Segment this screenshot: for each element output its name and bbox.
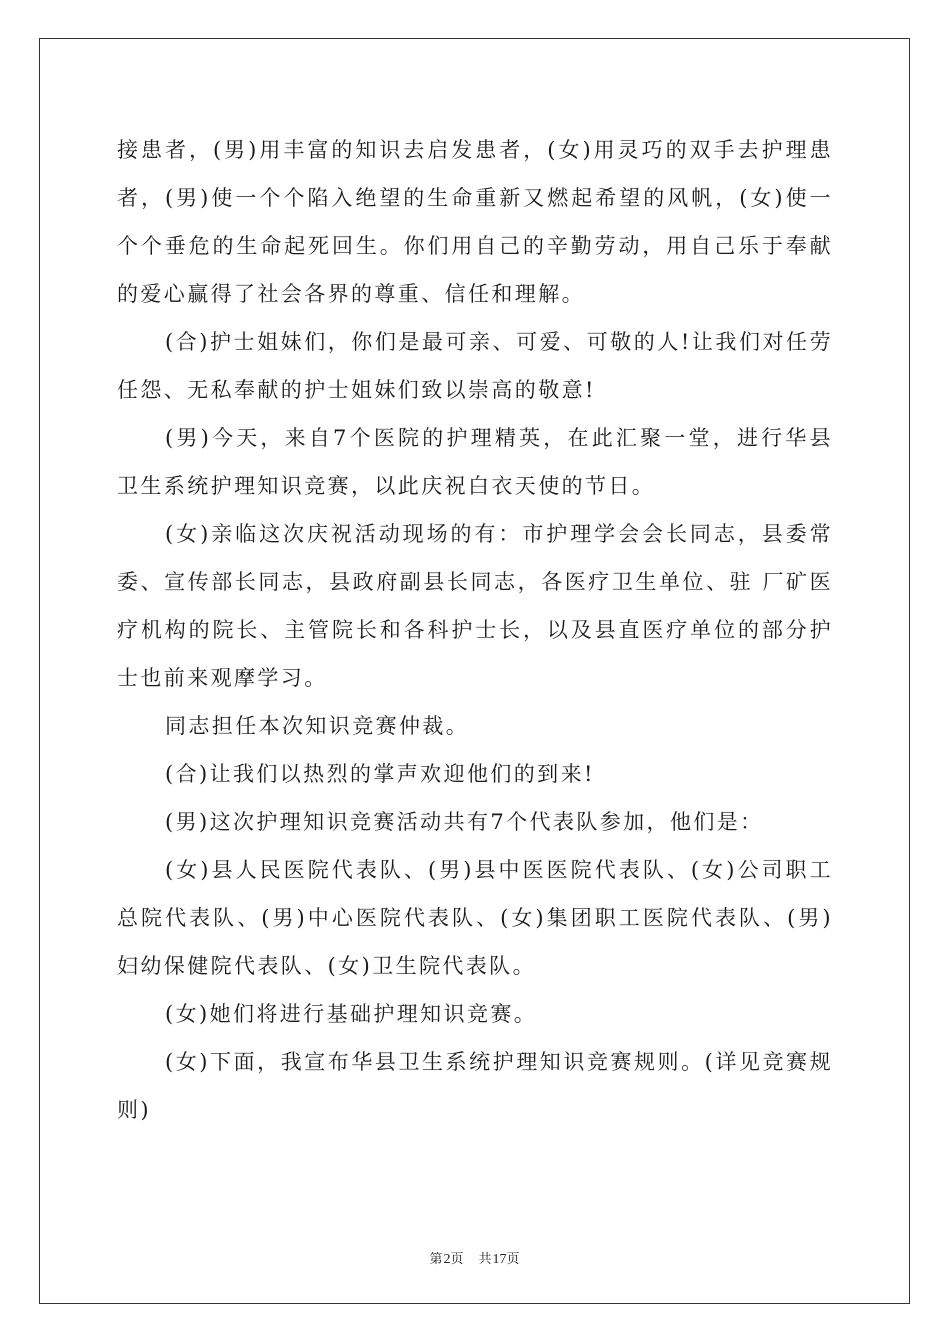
document-body	[117, 126, 833, 1134]
paragraph: (女)县人民医院代表队、(男)县中医医院代表队、(女)公司职工总院代表队、(男)中心医院代表队、(女)集团职工医院代表队、(男)妇幼保健院代表队、(女)卫生院代表队。	[117, 858, 833, 978]
paragraph: (合)护士姐妹们，你们是最可亲、可爱、可敬的人!让我们对任劳任怨、无私奉献的护士姐妹们致以崇高的敬意!	[117, 330, 833, 402]
paragraph: 同志担任本次知识竞赛仲裁。	[165, 714, 470, 738]
paragraph: (男)今天，来自7个医院的护理精英，在此汇聚一堂，进行华县卫生系统护理知识竞赛，以此庆祝白衣天使的节日。	[117, 426, 833, 498]
paragraph: 接患者，(男)用丰富的知识去启发患者，(女)用灵巧的双手去护理患者，(男)使一个个陷入绝望的生命重新又燃起希望的风帆，(女)使一个个垂危的生命起死回生。你们用自己的辛勤劳动，用自己乐于奉献的爱心赢得了社会各界的尊重、信任和理解。	[117, 138, 833, 306]
footer-page-suffix: 页	[450, 1252, 465, 1267]
current-page-number: 2	[443, 1252, 451, 1267]
footer-total-prefix: 共	[478, 1252, 493, 1267]
footer-prefix: 第	[429, 1252, 444, 1267]
page-footer	[0, 1248, 950, 1268]
total-page-count: 17	[492, 1252, 507, 1267]
paragraph: (女)亲临这次庆祝活动现场的有：市护理学会会长同志，县委常委、宣传部长同志，县政府副县长同志，各医疗卫生单位、驻 厂矿医疗机构的院长、主管院长和各科护士长，以及县直医疗单位的部分护士也前来观摩学习。	[117, 522, 833, 690]
paragraph: (女)她们将进行基础护理知识竞赛。	[165, 1002, 538, 1026]
footer-total-suffix: 页	[506, 1252, 521, 1267]
paragraph: (男)这次护理知识竞赛活动共有7个代表队参加，他们是：	[165, 810, 764, 834]
paragraph: (合)让我们以热烈的掌声欢迎他们的到来!	[165, 762, 595, 786]
paragraph: (女)下面，我宣布华县卫生系统护理知识竞赛规则。(详见竞赛规则)	[117, 1050, 833, 1122]
